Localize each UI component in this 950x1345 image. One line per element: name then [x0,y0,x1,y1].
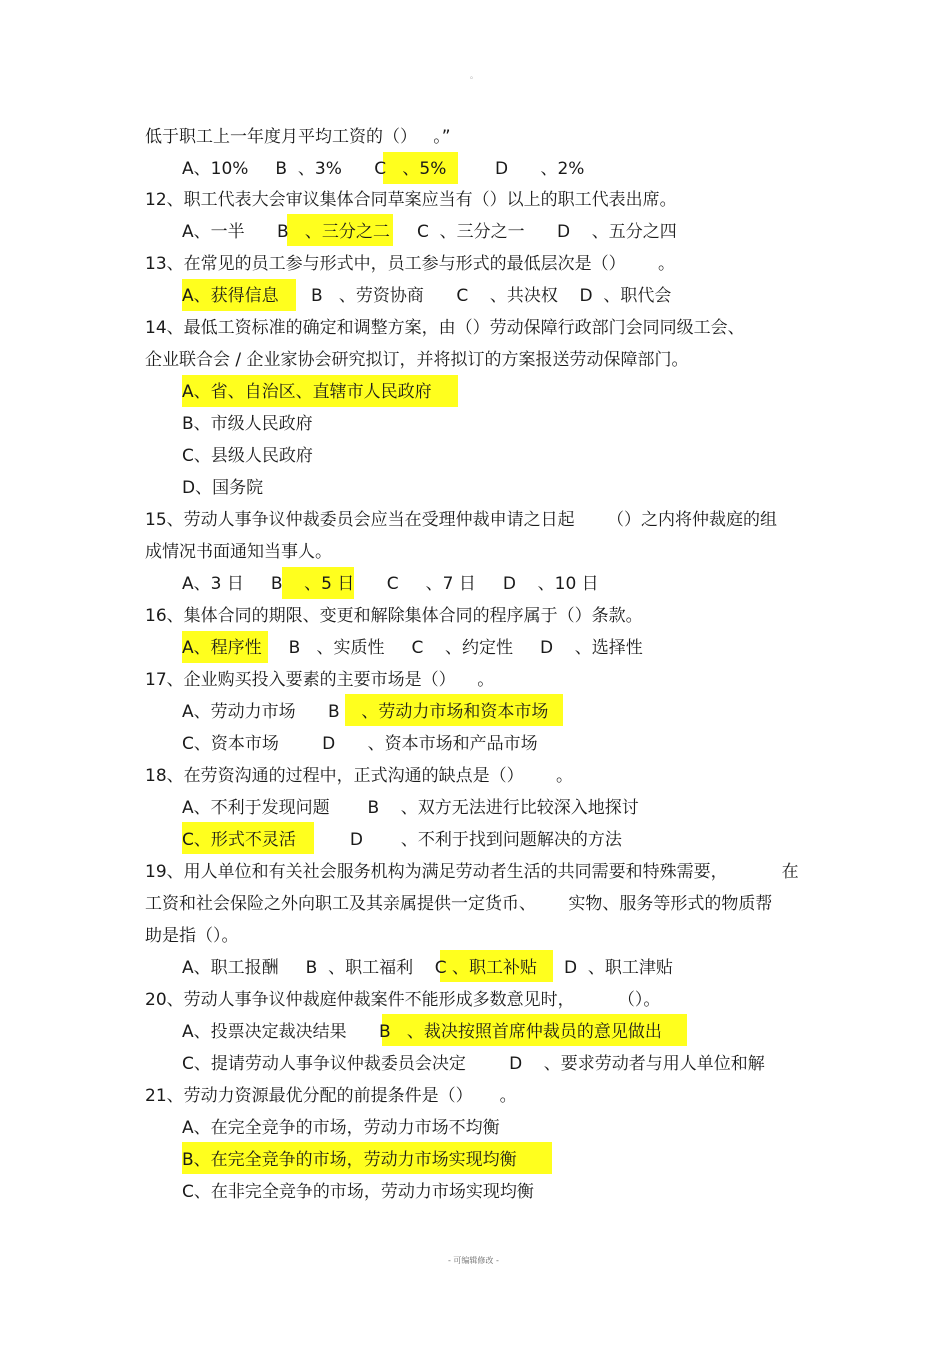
text-line: 17、企业购买投入要素的主要市场是（） 。 [145,670,495,690]
text-line: A、一半 B 、三分之二 C 、三分之一 D 、五分之四 [182,222,677,242]
text-line: A、省、自治区、直辖市人民政府 [182,382,432,402]
text-line: D、国务院 [182,478,264,498]
page-footer: - 可编辑修改 - [448,1256,499,1265]
text-line: A、获得信息 B 、劳资协商 C 、共决权 D 、职代会 [182,286,672,306]
text-line: A、投票决定裁决结果 B 、裁决按照首席仲裁员的意见做出 [182,1022,662,1042]
text-line: 13、在常见的员工参与形式中，员工参与形式的最低层次是（） 。 [145,254,676,274]
text-line: 14、最低工资标准的确定和调整方案，由（）劳动保障行政部门会同同级工会、 [145,318,745,338]
text-line: 16、集体合同的期限、变更和解除集体合同的程序属于（）条款。 [145,606,643,626]
text-line: A、10% B 、3% C 、5% D 、2% [182,159,585,179]
text-line: 成情况书面通知当事人。 [145,542,332,562]
text-line: B、在完全竞争的市场，劳动力市场实现均衡 [182,1150,517,1170]
text-line: A、劳动力市场 B 、劳动力市场和资本市场 [182,702,549,722]
text-line: 12、职工代表大会审议集体合同草案应当有（）以上的职工代表出席。 [145,190,677,210]
text-line: 18、在劳资沟通的过程中，正式沟通的缺点是（） 。 [145,766,574,786]
text-line: A、不利于发现问题 B 、双方无法进行比较深入地探讨 [182,798,639,818]
text-line: 15、劳动人事争议仲裁委员会应当在受理仲裁申请之日起 （）之内将仲裁庭的组 [145,510,778,530]
text-line: C、资本市场 D 、资本市场和产品市场 [182,734,538,754]
text-line: 助是指（）。 [145,926,239,946]
text-line: C、在非完全竞争的市场，劳动力市场实现均衡 [182,1182,534,1202]
text-line: C、形式不灵活 D 、不利于找到问题解决的方法 [182,830,622,850]
text-line: 20、劳动人事争议仲裁庭仲裁案件不能形成多数意见时， （）。 [145,990,661,1010]
text-line: 企业联合会 / 企业家协会研究拟订，并将拟订的方案报送劳动保障部门。 [145,350,689,370]
header-mark: 。 [470,71,478,80]
text-line: A、职工报酬 B 、职工福利 C 、职工补贴 D 、职工津贴 [182,958,673,978]
text-line: C、提请劳动人事争议仲裁委员会决定 D 、要求劳动者与用人单位和解 [182,1054,765,1074]
text-line: C、县级人民政府 [182,446,313,466]
text-line: A、程序性 B 、实质性 C 、约定性 D 、选择性 [182,638,643,658]
text-line: A、3 日 B 、5 日 C 、7 日 D 、10 日 [182,574,599,594]
text-line: 21、劳动力资源最优分配的前提条件是（） 。 [145,1086,517,1106]
text-line: B、市级人民政府 [182,414,313,434]
text-line: 19、用人单位和有关社会服务机构为满足劳动者生活的共同需要和特殊需要， 在 [145,862,799,882]
text-line: 工资和社会保险之外向职工及其亲属提供一定货币、 实物、服务等形式的物质帮 [145,894,773,914]
text-line: 低于职工上一年度月平均工资的（） 。” [145,127,451,147]
text-line: A、在完全竞争的市场，劳动力市场不均衡 [182,1118,500,1138]
